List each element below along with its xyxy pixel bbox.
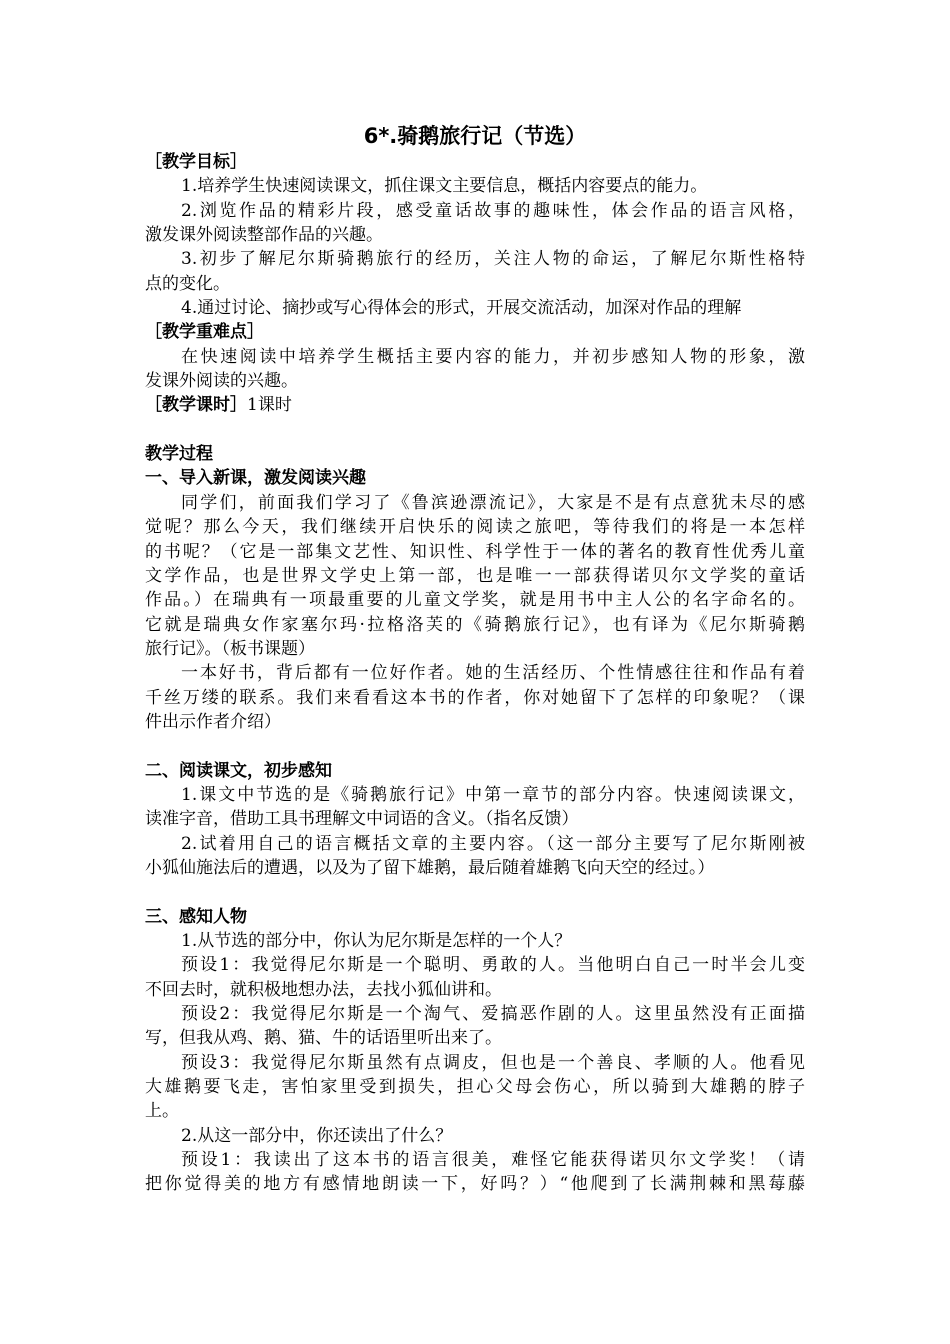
paragraph-line: 的书呢？（它是一部集文艺性、知识性、科学性于一体的著名的教育性优秀儿童	[145, 541, 805, 562]
paragraph-line: 2.试着用自己的语言概括文章的主要内容。（这一部分主要写了尼尔斯刚被	[181, 833, 805, 854]
teaching-hours	[145, 393, 805, 417]
document-body	[145, 150, 805, 1197]
paragraph-line: 大雄鹅要飞走，害怕家里受到损失，担心父母会伤心，所以骑到大雄鹅的脖子	[145, 1077, 805, 1098]
objective-item-cont: 激发课外阅读整部作品的兴趣。	[145, 225, 383, 246]
paragraph-line: 作品。）在瑞典有一项最重要的儿童文学奖，就是用书中主人公的名字命名的。	[145, 590, 805, 611]
key-points-text: 在快速阅读中培养学生概括主要内容的能力，并初步感知人物的形象，激	[181, 346, 805, 367]
objectives-heading: ［教学目标］	[145, 152, 247, 172]
paragraph-line: 小狐仙施法后的遭遇，以及为了留下雄鹅，最后随着雄鹅飞向天空的经过。）	[145, 857, 715, 878]
paragraph-line: 它就是瑞典女作家塞尔玛·拉格洛芙的《骑鹅旅行记》，也有译为《尼尔斯骑鹅	[145, 614, 805, 635]
paragraph-line: 不回去时，就积极地想办法，去找小狐仙讲和。	[145, 979, 502, 1000]
objective-item-cont: 点的变化。	[145, 273, 230, 294]
paragraph-line: 预设1：我读出了这本书的语言很美，难怪它能获得诺贝尔文学奖！（请	[181, 1150, 805, 1171]
paragraph-line: 预设2：我觉得尼尔斯是一个淘气、爱搞恶作剧的人。这里虽然没有正面描	[181, 1004, 805, 1025]
paragraph-line: 旅行记》。（板书课题）	[145, 638, 315, 659]
paragraph-line: 文学作品，也是世界文学史上第一部，也是唯一一部获得诺贝尔文学奖的童话	[145, 565, 805, 586]
paragraph-line: 预设1：我觉得尼尔斯是一个聪明、勇敢的人。当他明白自己一时半会儿变	[181, 955, 805, 976]
paragraph-line: 1.从节选的部分中，你认为尼尔斯是怎样的一个人？	[181, 931, 572, 951]
key-points-heading: ［教学重难点］	[145, 322, 264, 343]
process-heading: 教学过程	[145, 444, 213, 465]
paragraph-line: 读准字音，借助工具书理解文中词语的含义。（指名反馈）	[145, 809, 579, 830]
hours-value: 1课时	[247, 395, 292, 416]
page-title: 6*.骑鹅旅行记（节选）	[363, 124, 587, 148]
section-heading: 三、感知人物	[145, 906, 247, 927]
section-heading: 一、导入新课，激发阅读兴趣	[145, 468, 366, 489]
paragraph-line: 件出示作者介绍）	[145, 711, 281, 732]
paragraph-line: 预设3：我觉得尼尔斯虽然有点调皮，但也是一个善良、孝顺的人。他看见	[181, 1052, 805, 1073]
section-heading: 二、阅读课文，初步感知	[145, 760, 332, 781]
objective-item: 4.通过讨论、摘抄或写心得体会的形式，开展交流活动，加深对作品的理解	[181, 298, 742, 319]
paragraph-line: 把你觉得美的地方有感情地朗读一下，好吗？）“他爬到了长满荆棘和黑莓藤	[145, 1174, 805, 1195]
paragraph-line: 写，但我从鸡、鹅、猫、牛的话语里听出来了。	[145, 1028, 502, 1049]
paragraph-line: 上。	[145, 1101, 179, 1122]
key-points-text-cont: 发课外阅读的兴趣。	[145, 371, 298, 392]
paragraph-line: 1.课文中节选的是《骑鹅旅行记》中第一章节的部分内容。快速阅读课文，	[181, 784, 805, 805]
objective-item: 3.初步了解尼尔斯骑鹅旅行的经历，关注人物的命运，了解尼尔斯性格特	[181, 249, 805, 270]
paragraph-line: 2.从这一部分中，你还读出了什么？	[181, 1125, 453, 1146]
paragraph-line: 千丝万缕的联系。我们来看看这本书的作者，你对她留下了怎样的印象呢？（课	[145, 687, 805, 708]
paragraph-line: 同学们，前面我们学习了《鲁滨逊漂流记》，大家是不是有点意犹未尽的感	[181, 492, 805, 513]
paragraph-line: 一本好书，背后都有一位好作者。她的生活经历、个性情感往往和作品有着	[181, 663, 805, 684]
hours-heading: ［教学课时］	[145, 395, 247, 416]
paragraph-line: 觉呢？那么今天，我们继续开启快乐的阅读之旅吧，等待我们的将是一本怎样	[145, 517, 805, 538]
objective-item: 1.培养学生快速阅读课文，抓住课文主要信息，概括内容要点的能力。	[181, 176, 708, 197]
objective-item: 2.浏览作品的精彩片段，感受童话故事的趣味性，体会作品的语言风格，	[181, 200, 805, 221]
